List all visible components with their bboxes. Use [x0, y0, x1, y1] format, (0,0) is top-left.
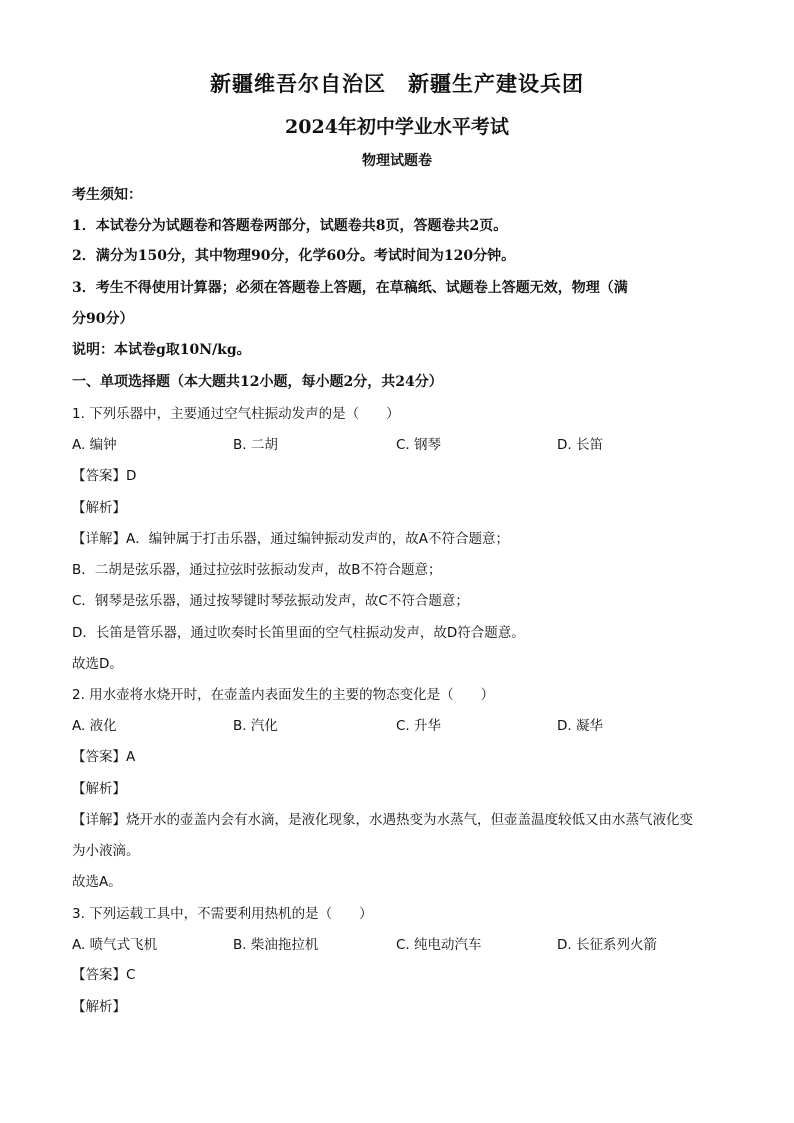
question-3-option-a: A. 喷气式飞机 — [72, 937, 158, 953]
question-3-stem: 3. 下列运载工具中，不需要利用热机的是（ ） — [72, 906, 373, 922]
question-3-option-b: B. 柴油拖拉机 — [233, 937, 319, 953]
answer-value: C — [126, 967, 136, 983]
question-2-option-d: D. 凝华 — [557, 718, 603, 734]
question-1-analysis-label: 【解析】 — [72, 500, 126, 516]
notice-item-3-cont: 分90分） — [72, 311, 134, 327]
notice-item-3: 3．考生不得使用计算器；必须在答题卷上答题，在草稿纸、试题卷上答题无效，物理（满 — [72, 280, 628, 296]
question-2-answer — [72, 745, 722, 765]
question-2-option-b: B. 汽化 — [233, 718, 278, 734]
question-2-conclusion: 故选A。 — [72, 874, 122, 890]
answer-label: 【答案】 — [72, 967, 126, 983]
question-1-conclusion: 故选D。 — [72, 656, 123, 672]
question-2-detail-line: 【详解】烧开水的壶盖内会有水滴，是液化现象，水遇热变为水蒸气，但壶盖温度较低又由水蒸气液化变 — [72, 812, 693, 828]
question-1-answer — [72, 464, 722, 484]
answer-label: 【答案】 — [72, 749, 126, 765]
exam-title-year: 2024年初中学业水平考试 — [285, 116, 509, 138]
question-2-option-a: A. 液化 — [72, 718, 117, 734]
section-heading: 一、单项选择题（本大题共12小题，每小题2分，共24分） — [72, 374, 443, 390]
answer-value: A — [126, 749, 136, 765]
question-1-option-d: D. 长笛 — [557, 437, 603, 453]
question-1-option-c: C. 钢琴 — [396, 437, 442, 453]
notice-heading: 考生须知： — [72, 187, 142, 203]
exam-title-region: 新疆维吾尔自治区 新疆生产建设兵团 — [210, 71, 584, 96]
exam-subtitle: 物理试题卷 — [362, 153, 432, 169]
question-2-option-c: C. 升华 — [396, 718, 442, 734]
question-1-detail-line: 【详解】A．编钟属于打击乐器，通过编钟振动发声的，故A不符合题意； — [72, 531, 509, 547]
notice-explain: 说明：本试卷g取10N/kg。 — [72, 342, 251, 358]
question-1-detail-line: D．长笛是管乐器，通过吹奏时长笛里面的空气柱振动发声，故D符合题意。 — [72, 625, 525, 641]
question-1-option-a: A. 编钟 — [72, 437, 117, 453]
answer-value: D — [126, 468, 137, 484]
question-2-detail-line: 为小液滴。 — [72, 843, 140, 859]
question-3-option-c: C. 纯电动汽车 — [396, 937, 482, 953]
notice-item-2: 2．满分为150分，其中物理90分，化学60分。考试时间为120分钟。 — [72, 248, 516, 264]
notice-item-1: 1．本试卷分为试题卷和答题卷两部分，试题卷共8页，答题卷共2页。 — [72, 218, 508, 234]
question-2-analysis-label: 【解析】 — [72, 781, 126, 797]
question-3-analysis-label: 【解析】 — [72, 999, 126, 1015]
question-2-stem: 2. 用水壶将水烧开时，在壶盖内表面发生的主要的物态变化是（ ） — [72, 687, 495, 703]
question-3-answer — [72, 963, 722, 983]
question-1-stem: 1. 下列乐器中，主要通过空气柱振动发声的是（ ） — [72, 406, 400, 422]
question-1-option-b: B. 二胡 — [233, 437, 278, 453]
question-1-detail-line: C．钢琴是弦乐器，通过按琴键时琴弦振动发声，故C不符合题意； — [72, 593, 469, 609]
answer-label: 【答案】 — [72, 468, 126, 484]
question-1-detail-line: B．二胡是弦乐器，通过拉弦时弦振动发声，故B不符合题意； — [72, 562, 442, 578]
question-3-option-d: D. 长征系列火箭 — [557, 937, 657, 953]
